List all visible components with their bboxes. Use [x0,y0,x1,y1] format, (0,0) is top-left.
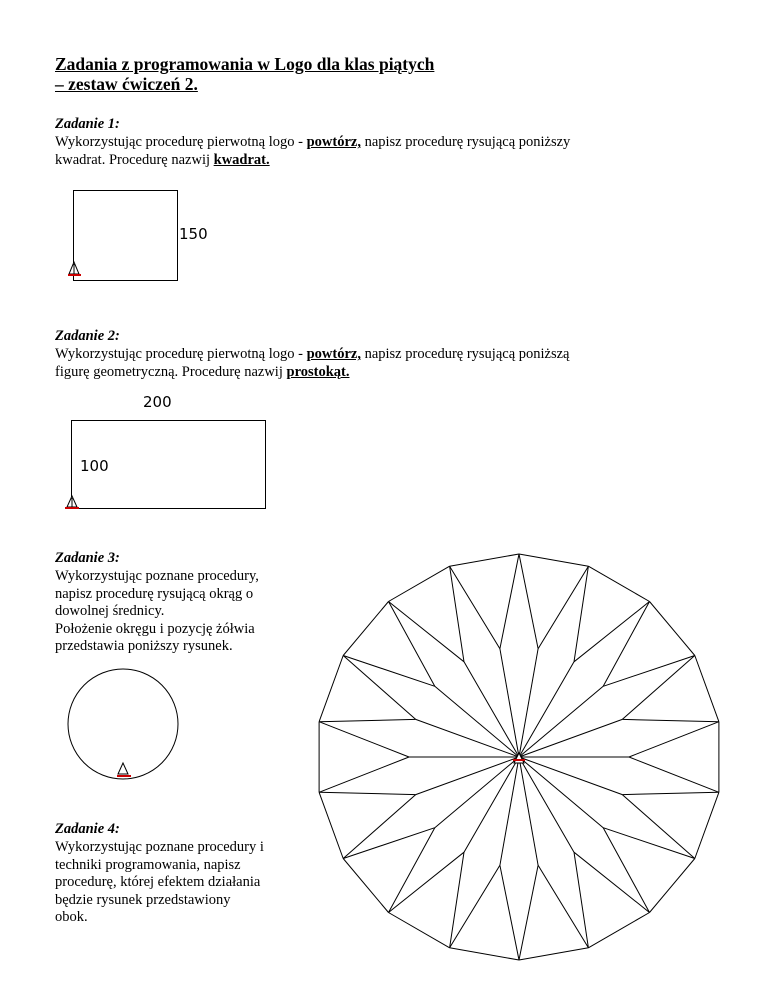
star-outer-edge [450,948,519,960]
star-petal-edge [519,554,538,649]
title-line-1: Zadania z programowania w Logo dla klas piątych [55,54,435,74]
star-spoke [519,719,622,757]
keyword-powtorz-2: powtórz, [306,346,361,362]
star-petal-edge [574,852,588,948]
star-petal-edge [389,852,465,912]
task-2-heading: Zadanie 2: [55,328,120,344]
task-3-heading: Zadanie 3: [55,550,120,566]
star-outer-edge [319,656,343,722]
star-petal-edge [519,865,538,960]
star-spoke [435,686,519,757]
star-outer-edge [450,554,519,566]
star-petal-edge [622,656,695,720]
star-petal-edge [450,865,500,948]
task-1-description: Wykorzystując procedurę pierwotną logo - powtórz, napisz procedurę rysującą poniższy kwadrat. Procedurę nazwij kwadrat. [55,134,571,168]
star-petal-edge [622,795,695,859]
star-petal-edge [574,852,650,912]
star-spoke [519,757,603,828]
star-outer-edge [389,566,450,601]
star-petal-edge [389,602,465,662]
task-4-heading: Zadanie 4: [55,821,120,837]
square-side-label: 150 [179,225,208,243]
star-spoke [435,757,519,828]
star-petal-edge [500,865,519,960]
star-petal-edge [319,719,416,721]
star-outer-edge [588,566,649,601]
star-outer-edge [519,554,588,566]
star-petal-edge [319,722,409,757]
star-outer-edge [695,792,719,858]
star-petal-edge [500,554,519,649]
star-petal-edge [574,602,650,662]
star-outer-edge [588,913,649,948]
star-petal-edge [319,757,409,792]
keyword-prostokat: prostokąt. [286,363,350,380]
star-spoke [519,757,622,795]
star-outer-edge [650,859,695,913]
star-outer-edge [650,602,695,656]
rectangle-height-label: 100 [80,457,109,475]
star-petal-edge [622,792,719,794]
star-petal-edge [450,852,464,948]
rectangle-width-label: 200 [143,393,172,411]
star-spoke [519,686,603,757]
star-petal-edge [343,795,416,859]
star-petal-edge [343,656,416,720]
task-1-heading: Zadanie 1: [55,116,120,132]
star-spoke [416,757,519,795]
keyword-kwadrat: kwadrat. [213,151,270,168]
star-petal-edge [538,865,588,948]
star-petal-edge [574,566,588,662]
keyword-powtorz: powtórz, [306,134,361,150]
title-line-2: – zestaw ćwiczeń 2. [55,74,198,94]
star-petal-edge [629,757,719,792]
star-petal-edge [538,566,588,649]
task-3-description: Wykorzystując poznane procedury, napisz procedurę rysującą okrąg o dowolnej średnicy. Położenie okręgu i pozycję żółwia przedstawia poniższy rysunek. [55,568,259,654]
star-petal-edge [622,719,719,721]
star-spoke [416,719,519,757]
star-petal-edge [450,566,500,649]
star-outer-edge [319,792,343,858]
star-outer-edge [695,656,719,722]
star-petal-edge [629,722,719,757]
star-outer-edge [343,602,388,656]
star-petal-edge [319,792,416,794]
task-4-description: Wykorzystując poznane procedury i techniki programowania, napisz procedurę, której efektem działania będzie rysunek przedstawiony obok. [55,839,264,925]
star-outer-edge [343,859,388,913]
star-petal-edge [450,566,464,662]
star-outer-edge [389,913,450,948]
task-2-description: Wykorzystując procedurę pierwotną logo - powtórz, napisz procedurę rysującą poniższą figurę geometryczną. Procedurę nazwij prostokąt. [55,346,570,380]
star-outer-edge [519,948,588,960]
